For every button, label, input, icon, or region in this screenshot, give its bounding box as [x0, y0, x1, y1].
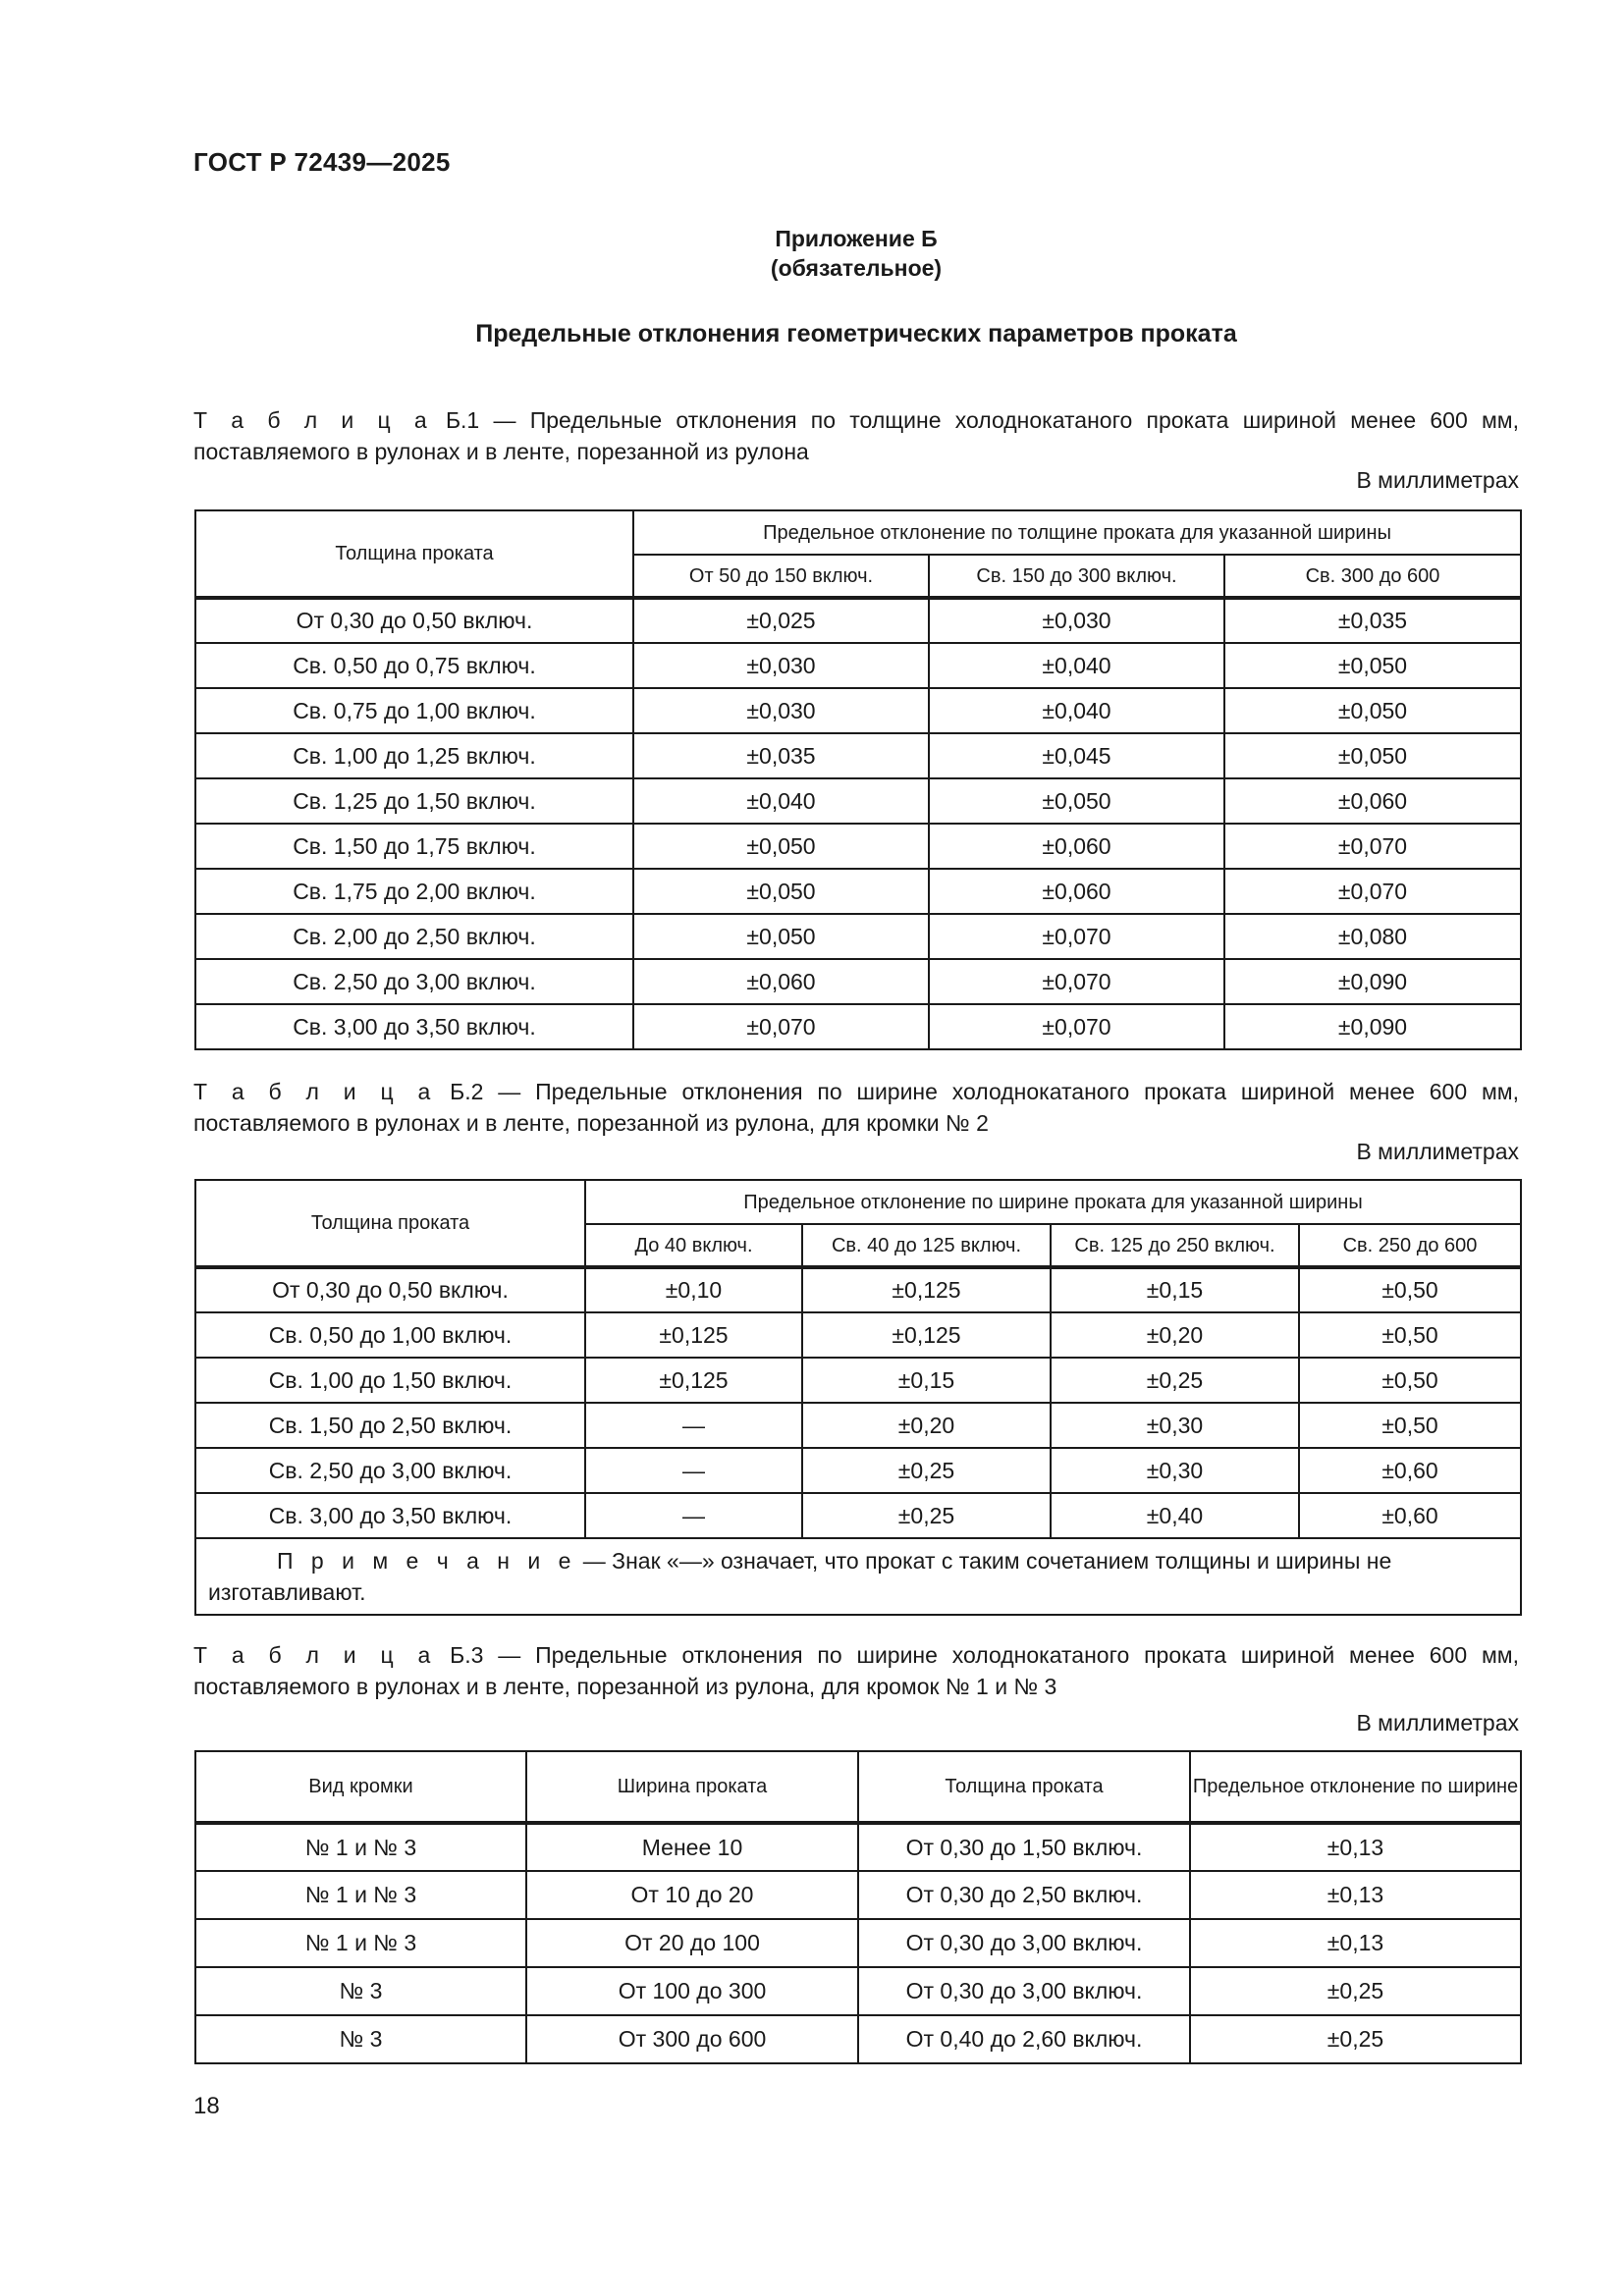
row-label-cell: Св. 1,25 до 1,50 включ.	[195, 778, 633, 824]
row-label-cell: От 0,30 до 0,50 включ.	[195, 598, 633, 643]
table3-column-header: Толщина проката	[858, 1751, 1190, 1823]
table-row	[195, 1004, 1521, 1049]
table-row	[195, 688, 1521, 733]
value-cell: От 0,30 до 3,00 включ.	[858, 1967, 1190, 2015]
row-label-cell: № 3	[195, 2015, 526, 2063]
table-row	[195, 1823, 1521, 1871]
table3-caption	[193, 1639, 1519, 1702]
value-cell: ±0,13	[1190, 1823, 1521, 1871]
table2-units: В миллиметрах	[1356, 1139, 1519, 1164]
document-code: ГОСТ Р 72439—2025	[193, 147, 451, 177]
row-label-cell: Св. 3,00 до 3,50 включ.	[195, 1004, 633, 1049]
value-cell: ±0,10	[585, 1267, 802, 1312]
value-cell: ±0,50	[1299, 1312, 1521, 1358]
table-row	[195, 1312, 1521, 1358]
table3-column-header: Предельное отклонение по ширине	[1190, 1751, 1521, 1823]
table-row	[195, 824, 1521, 869]
value-cell: ±0,060	[929, 869, 1224, 914]
value-cell: ±0,030	[633, 688, 929, 733]
row-label-cell: Св. 0,50 до 1,00 включ.	[195, 1312, 585, 1358]
row-label-cell: Св. 0,50 до 0,75 включ.	[195, 643, 633, 688]
table-row	[195, 1493, 1521, 1538]
value-cell: ±0,30	[1051, 1448, 1299, 1493]
value-cell: ±0,13	[1190, 1871, 1521, 1919]
table2-note-text: — Знак «—» означает, что прокат с таким сочетанием толщины и ширины не изготавливают.	[208, 1548, 1392, 1605]
table2-note	[195, 1538, 1521, 1615]
value-cell: ±0,030	[929, 598, 1224, 643]
value-cell: ±0,050	[633, 824, 929, 869]
table3-label: Т а б л и ц а	[193, 1642, 436, 1668]
table2-column-header: Св. 40 до 125 включ.	[802, 1224, 1051, 1267]
table-row	[195, 1448, 1521, 1493]
row-label-cell: Св. 1,75 до 2,00 включ.	[195, 869, 633, 914]
value-cell: ±0,030	[633, 643, 929, 688]
value-cell: От 100 до 300	[526, 1967, 858, 2015]
table-row	[195, 598, 1521, 643]
table2-label: Т а б л и ц а	[193, 1079, 436, 1104]
value-cell: —	[585, 1403, 802, 1448]
value-cell: ±0,040	[929, 643, 1224, 688]
row-label-cell: № 1 и № 3	[195, 1871, 526, 1919]
value-cell: ±0,125	[585, 1358, 802, 1403]
table-row	[195, 1967, 1521, 2015]
table2-caption-text: Б.2 — Предельные отклонения по ширине холоднокатаного проката шириной менее 600 мм, поставляемого в рулонах и в ленте, порезанной из рулона, для кромки № 2	[193, 1079, 1519, 1136]
value-cell: ±0,050	[633, 914, 929, 959]
table-row	[195, 643, 1521, 688]
value-cell: ±0,25	[802, 1448, 1051, 1493]
value-cell: ±0,060	[1224, 778, 1521, 824]
value-cell: ±0,060	[633, 959, 929, 1004]
table2-column-header: Св. 125 до 250 включ.	[1051, 1224, 1299, 1267]
value-cell: ±0,045	[929, 733, 1224, 778]
row-label-cell: № 3	[195, 1967, 526, 2015]
table2	[194, 1179, 1522, 1616]
row-label-cell: Св. 1,00 до 1,50 включ.	[195, 1358, 585, 1403]
value-cell: ±0,125	[802, 1312, 1051, 1358]
table-row	[195, 733, 1521, 778]
table3-column-header: Ширина проката	[526, 1751, 858, 1823]
value-cell: От 0,30 до 2,50 включ.	[858, 1871, 1190, 1919]
row-label-cell: № 1 и № 3	[195, 1823, 526, 1871]
value-cell: ±0,050	[1224, 643, 1521, 688]
table3-column-header: Вид кромки	[195, 1751, 526, 1823]
row-label-cell: От 0,30 до 0,50 включ.	[195, 1267, 585, 1312]
table3-caption-text: Б.3 — Предельные отклонения по ширине холоднокатаного проката шириной менее 600 мм, поставляемого в рулонах и в ленте, порезанной из рулона, для кромок № 1 и № 3	[193, 1642, 1519, 1699]
row-label-cell: Св. 2,50 до 3,00 включ.	[195, 1448, 585, 1493]
table-row	[195, 2015, 1521, 2063]
table1-caption-text: Б.1 — Предельные отклонения по толщине холоднокатаного проката шириной менее 600 мм, поставляемого в рулонах и в ленте, порезанной из рулона	[193, 407, 1519, 464]
table1	[194, 509, 1522, 1050]
table-row	[195, 1403, 1521, 1448]
value-cell: ±0,50	[1299, 1267, 1521, 1312]
section-title: Предельные отклонения геометрических параметров проката	[475, 320, 1237, 347]
table1-column-header: Св. 300 до 600	[1224, 555, 1521, 598]
value-cell: ±0,070	[929, 1004, 1224, 1049]
value-cell: ±0,15	[1051, 1267, 1299, 1312]
row-label-cell: Св. 3,00 до 3,50 включ.	[195, 1493, 585, 1538]
value-cell: ±0,30	[1051, 1403, 1299, 1448]
value-cell: —	[585, 1448, 802, 1493]
table1-caption	[193, 404, 1519, 467]
row-label-cell: Св. 0,75 до 1,00 включ.	[195, 688, 633, 733]
appendix-heading	[193, 224, 1519, 283]
value-cell: ±0,20	[1051, 1312, 1299, 1358]
value-cell: ±0,20	[802, 1403, 1051, 1448]
value-cell: От 0,30 до 3,00 включ.	[858, 1919, 1190, 1967]
value-cell: ±0,080	[1224, 914, 1521, 959]
table2-column-header: До 40 включ.	[585, 1224, 802, 1267]
value-cell: ±0,40	[1051, 1493, 1299, 1538]
table1-units: В миллиметрах	[1356, 467, 1519, 493]
table1-column-header: От 50 до 150 включ.	[633, 555, 929, 598]
row-label-cell: Св. 2,00 до 2,50 включ.	[195, 914, 633, 959]
row-label-cell: Св. 1,00 до 1,25 включ.	[195, 733, 633, 778]
value-cell: ±0,025	[633, 598, 929, 643]
value-cell: От 10 до 20	[526, 1871, 858, 1919]
value-cell: ±0,50	[1299, 1358, 1521, 1403]
value-cell: ±0,15	[802, 1358, 1051, 1403]
table1-head-group: Предельное отклонение по толщине проката для указанной ширины	[633, 510, 1521, 555]
value-cell: От 20 до 100	[526, 1919, 858, 1967]
row-label-cell: № 1 и № 3	[195, 1919, 526, 1967]
value-cell: ±0,050	[1224, 688, 1521, 733]
table2-head-thickness: Толщина проката	[195, 1180, 585, 1267]
table-row	[195, 914, 1521, 959]
table2-column-header: Св. 250 до 600	[1299, 1224, 1521, 1267]
value-cell: ±0,070	[1224, 869, 1521, 914]
table1-head-thickness: Толщина проката	[195, 510, 633, 598]
table2-head-group: Предельное отклонение по ширине проката для указанной ширины	[585, 1180, 1521, 1224]
value-cell: ±0,050	[633, 869, 929, 914]
appendix-status: (обязательное)	[770, 255, 943, 281]
value-cell: ±0,050	[929, 778, 1224, 824]
row-label-cell: Св. 2,50 до 3,00 включ.	[195, 959, 633, 1004]
value-cell: ±0,50	[1299, 1403, 1521, 1448]
value-cell: ±0,070	[1224, 824, 1521, 869]
value-cell: ±0,13	[1190, 1919, 1521, 1967]
table-row	[195, 778, 1521, 824]
value-cell: ±0,070	[929, 959, 1224, 1004]
value-cell: ±0,040	[929, 688, 1224, 733]
value-cell: ±0,050	[1224, 733, 1521, 778]
row-label-cell: Св. 1,50 до 2,50 включ.	[195, 1403, 585, 1448]
value-cell: ±0,60	[1299, 1493, 1521, 1538]
value-cell: ±0,25	[1051, 1358, 1299, 1403]
table3	[194, 1750, 1522, 2064]
value-cell: Менее 10	[526, 1823, 858, 1871]
value-cell: ±0,035	[633, 733, 929, 778]
value-cell: ±0,25	[802, 1493, 1051, 1538]
value-cell: От 0,40 до 2,60 включ.	[858, 2015, 1190, 2063]
value-cell: ±0,090	[1224, 1004, 1521, 1049]
table1-column-header: Св. 150 до 300 включ.	[929, 555, 1224, 598]
appendix-title: Приложение Б	[775, 226, 938, 251]
value-cell: ±0,25	[1190, 1967, 1521, 2015]
row-label-cell: Св. 1,50 до 1,75 включ.	[195, 824, 633, 869]
table2-note-label: П р и м е ч а н и е	[277, 1548, 577, 1574]
value-cell: ±0,090	[1224, 959, 1521, 1004]
value-cell: ±0,040	[633, 778, 929, 824]
table-row	[195, 869, 1521, 914]
table1-label: Т а б л и ц а	[193, 407, 432, 433]
value-cell: ±0,070	[633, 1004, 929, 1049]
page-number: 18	[193, 2093, 220, 2119]
table2-caption	[193, 1076, 1519, 1139]
table-row	[195, 1871, 1521, 1919]
value-cell: ±0,060	[929, 824, 1224, 869]
value-cell: ±0,125	[585, 1312, 802, 1358]
value-cell: От 0,30 до 1,50 включ.	[858, 1823, 1190, 1871]
value-cell: ±0,125	[802, 1267, 1051, 1312]
value-cell: —	[585, 1493, 802, 1538]
value-cell: ±0,25	[1190, 2015, 1521, 2063]
table-row	[195, 1919, 1521, 1967]
table-row	[195, 1358, 1521, 1403]
value-cell: От 300 до 600	[526, 2015, 858, 2063]
value-cell: ±0,60	[1299, 1448, 1521, 1493]
table-row	[195, 959, 1521, 1004]
table3-units: В миллиметрах	[1356, 1710, 1519, 1735]
table-row	[195, 1267, 1521, 1312]
value-cell: ±0,070	[929, 914, 1224, 959]
value-cell: ±0,035	[1224, 598, 1521, 643]
